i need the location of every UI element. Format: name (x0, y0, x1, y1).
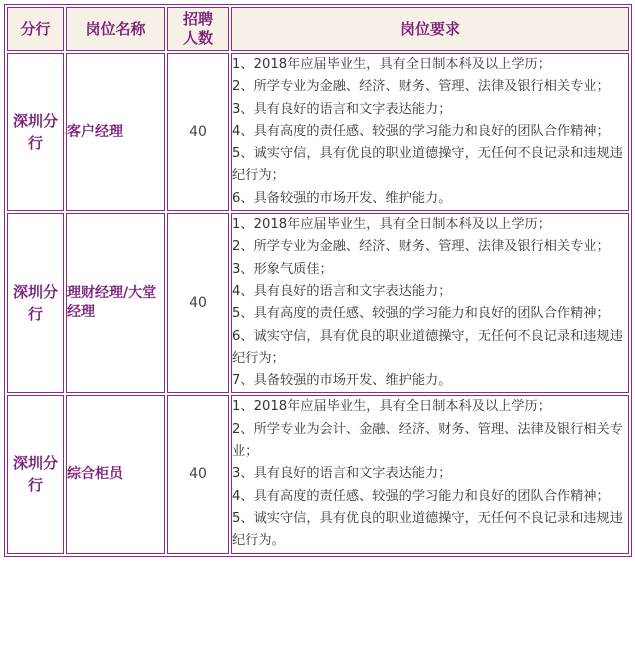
requirements-cell (231, 395, 629, 553)
requirement-item: 4、具有良好的语言和文字表达能力； (232, 283, 452, 299)
requirement-item: 1、2018年应届毕业生，具有全日制本科及以上学历； (232, 399, 551, 415)
branch-cell: 深圳分行 (7, 213, 64, 393)
count-cell: 40 (167, 53, 229, 211)
requirement-item: 6、具备较强的市场开发、维护能力。 (232, 190, 452, 206)
requirements-cell (231, 53, 629, 211)
branch-cell: 深圳分行 (7, 395, 64, 553)
requirement-item: 7、具备较强的市场开发、维护能力。 (232, 373, 452, 389)
header-requirements: 岗位要求 (231, 7, 629, 51)
requirement-item: 2、所学专业为会计、金融、经济、财务、管理、法律及银行相关专业； (232, 421, 623, 460)
branch-cell: 深圳分行 (7, 53, 64, 211)
requirement-item: 3、具有良好的语言和文字表达能力； (232, 101, 452, 117)
header-branch: 分行 (7, 7, 64, 51)
requirement-item: 5、诚实守信，具有优良的职业道德操守，无任何不良记录和违规违纪行为； (232, 146, 623, 184)
requirement-item: 4、具有高度的责任感、较强的学习能力和良好的团队合作精神； (232, 488, 610, 504)
requirement-item: 1、2018年应届毕业生，具有全日制本科及以上学历； (232, 217, 551, 233)
requirement-item: 5、诚实守信，具有优良的职业道德操守，无任何不良记录和违规违纪行为。 (232, 510, 623, 549)
recruitment-table (4, 4, 632, 557)
table-row (7, 213, 629, 393)
table-row (7, 53, 629, 211)
header-position: 岗位名称 (66, 7, 165, 51)
table-row (7, 395, 629, 553)
requirement-item: 3、具有良好的语言和文字表达能力； (232, 466, 452, 482)
header-row (7, 7, 629, 51)
count-cell: 40 (167, 395, 229, 553)
requirement-item: 1、2018年应届毕业生，具有全日制本科及以上学历； (232, 57, 551, 72)
position-cell: 理财经理/大堂经理 (66, 213, 165, 393)
requirements-cell (231, 213, 629, 393)
requirement-item: 3、形象气质佳； (232, 261, 333, 277)
count-cell: 40 (167, 213, 229, 393)
position-cell: 客户经理 (66, 53, 165, 211)
requirement-item: 6、诚实守信，具有优良的职业道德操守，无任何不良记录和违规违纪行为； (232, 328, 623, 366)
header-count: 招聘人数 (167, 7, 229, 51)
requirement-item: 2、所学专业为金融、经济、财务、管理、法律及银行相关专业； (232, 239, 610, 255)
requirement-item: 4、具有高度的责任感、较强的学习能力和良好的团队合作精神； (232, 123, 610, 139)
requirement-item: 5、具有高度的责任感、较强的学习能力和良好的团队合作精神； (232, 306, 610, 322)
requirement-item: 2、所学专业为金融、经济、财务、管理、法律及银行相关专业； (232, 79, 610, 95)
position-cell: 综合柜员 (66, 395, 165, 553)
